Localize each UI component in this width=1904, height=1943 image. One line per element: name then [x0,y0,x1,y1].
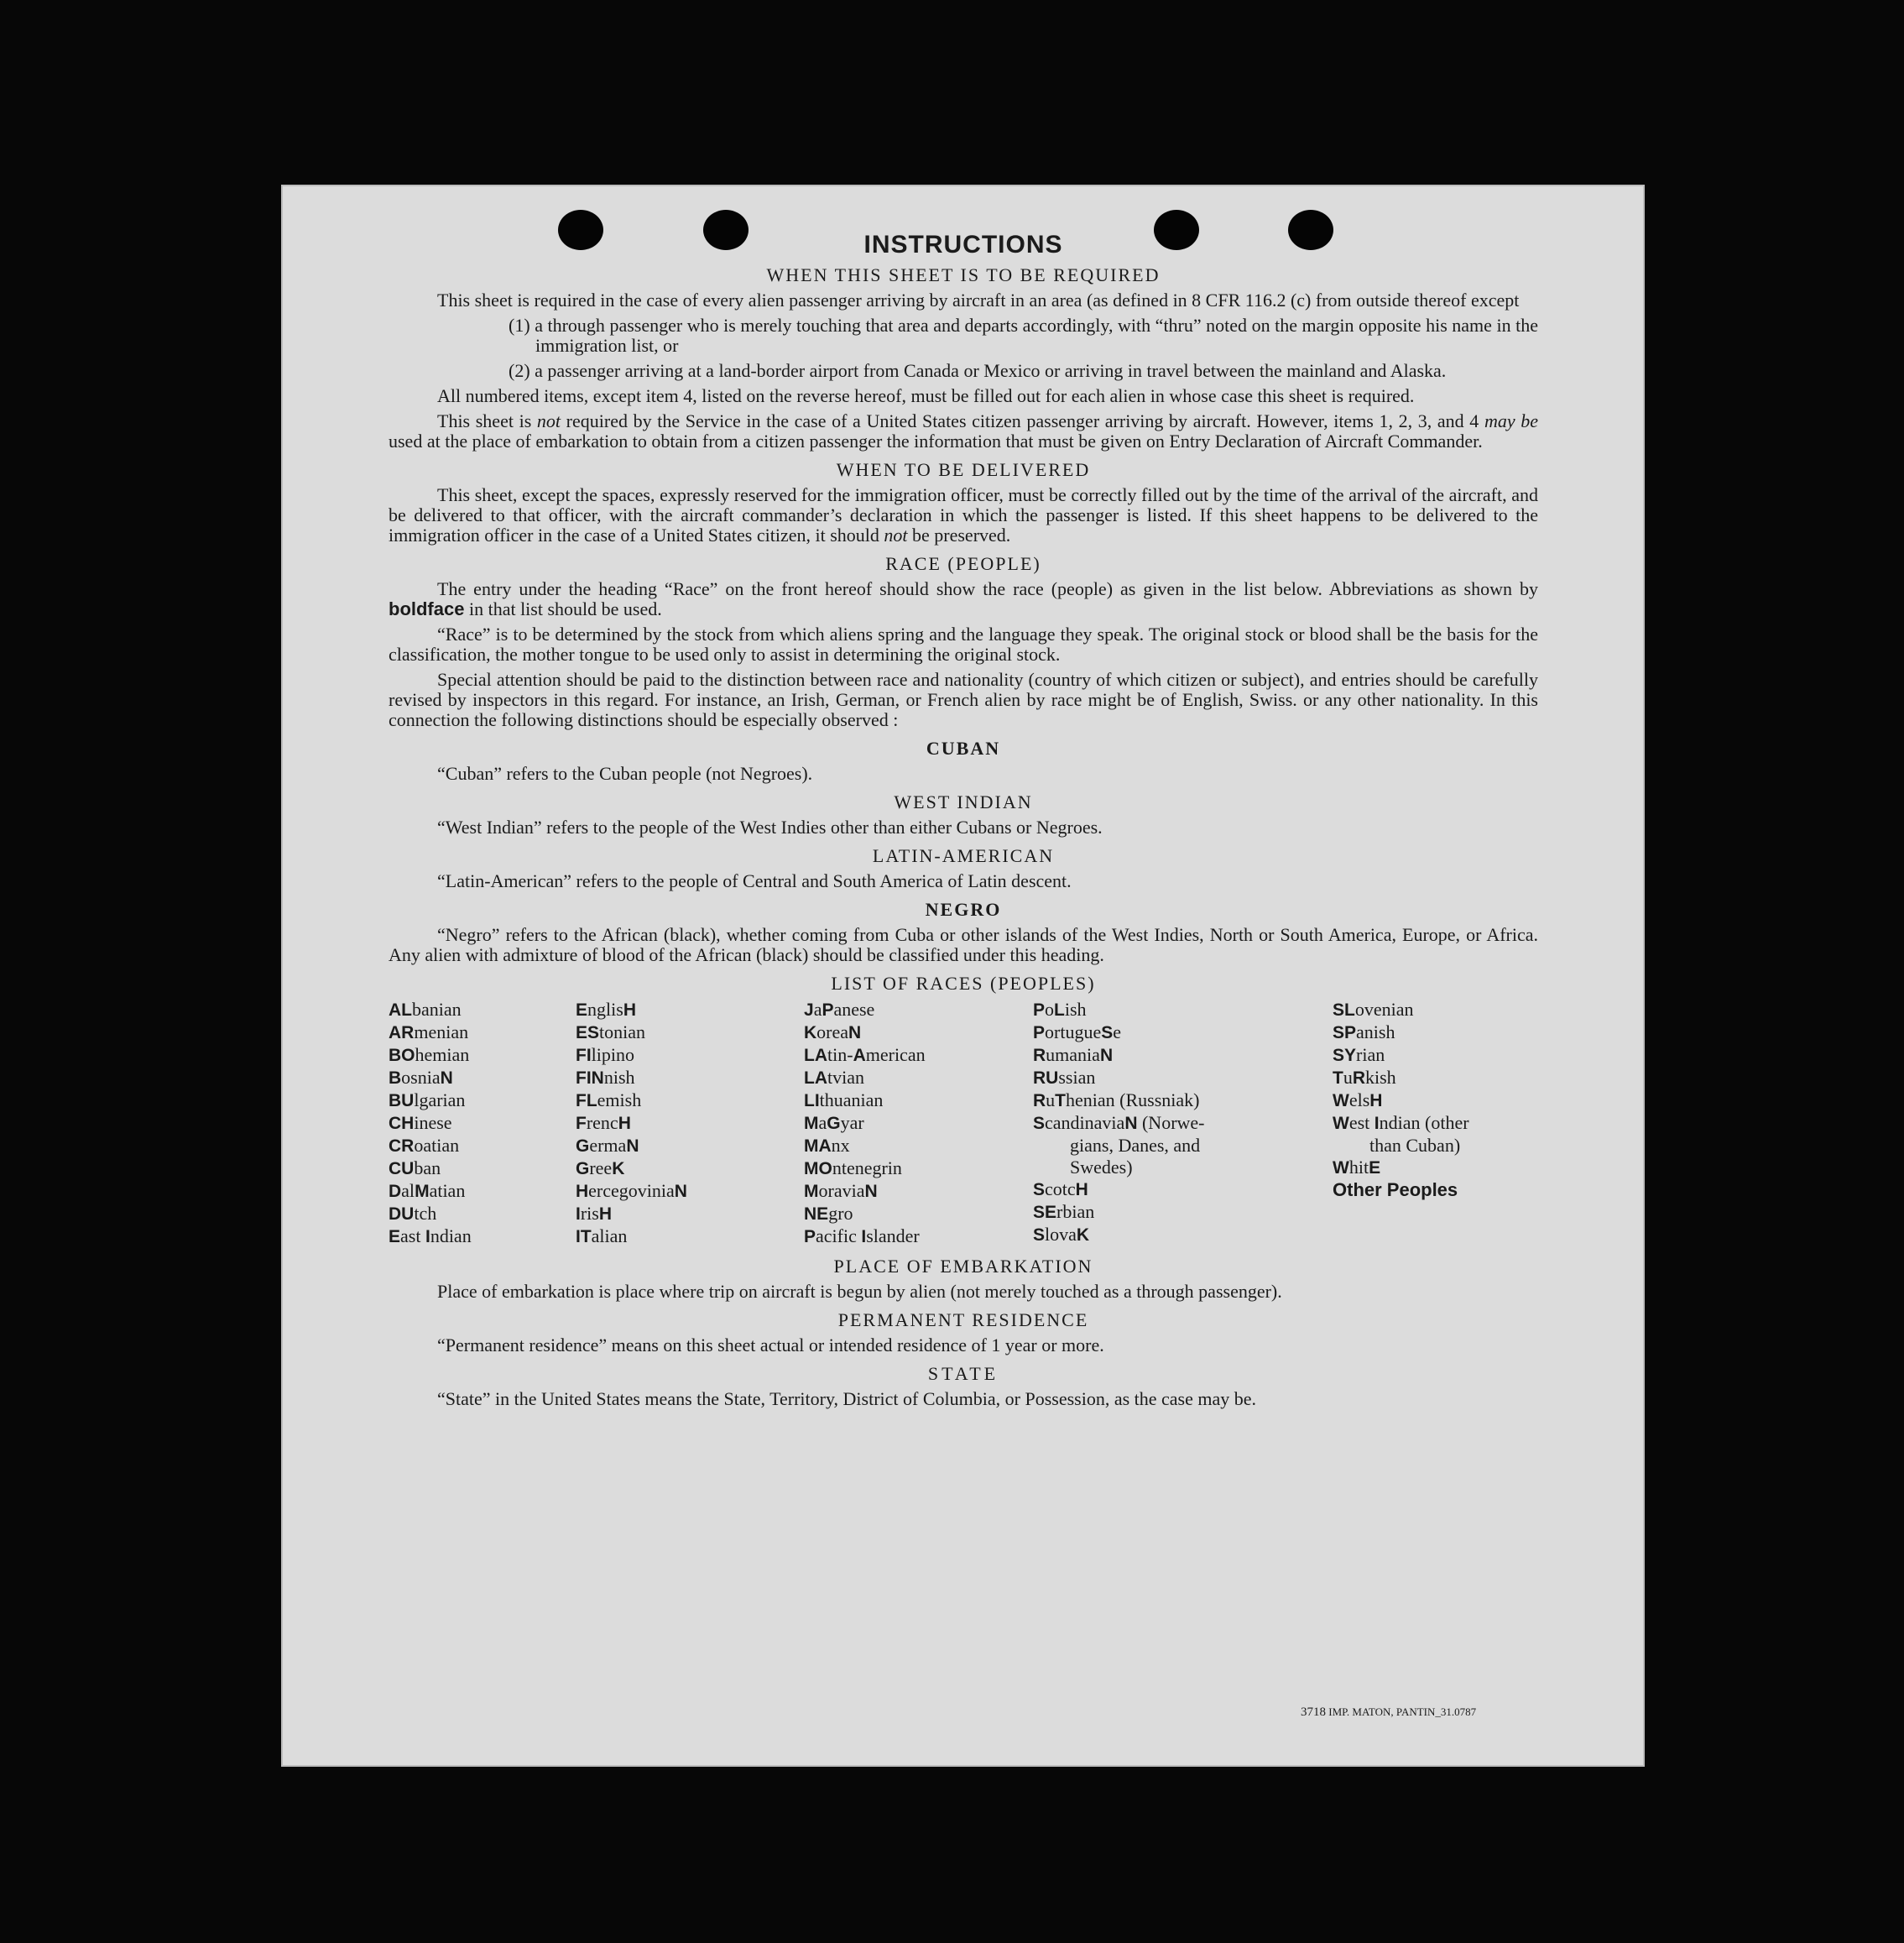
race-entry: GermaN [576,1135,639,1156]
race-entry: BUlgarian [389,1089,466,1110]
paragraph-required: This sheet is required in the case of every alien passenger arriving by aircraft in an area (as defined in 8 CFR 116.2 (c) from outside thereof except [437,290,1520,311]
definition-latin-american: “Latin-American” refers to the people of Central and South America of Latin descent. [437,870,1072,891]
text-run: used at the place of embarkation to obtain from a citizen passenger the information that must be given on Entry Declaration of Aircraft Commander. [389,431,1483,452]
definition-west-indian: “West Indian” refers to the people of the West Indies other than either Cubans or Negroes. [437,817,1103,838]
race-entry: RumaniaN [1033,1044,1114,1065]
section-heading-race: RACE (PEOPLE) [885,553,1041,574]
printer-imprint [1301,1705,1476,1720]
section-heading-delivered: WHEN TO BE DELIVERED [836,459,1091,480]
race-column [389,999,576,1248]
race-entry: KoreaN [804,1021,862,1042]
race-entry: ScotcH [1033,1178,1088,1199]
heading-embarkation: PLACE OF EMBARKATION [833,1256,1093,1277]
race-entry: DalMatian [389,1180,466,1201]
race-entry: SYrian [1333,1044,1385,1065]
paragraph-race-stock: “Race” is to be determined by the stock from which aliens spring and the language they speak. The original stock or blood shall be the basis for the classification, the mother tongue to be used only to assist in determining the original stock. [389,624,1538,665]
race-column [804,999,1033,1248]
race-entry: IrisH [576,1203,613,1224]
heading-residence: PERMANENT RESIDENCE [837,1309,1089,1330]
race-entry: FIlipino [576,1044,635,1065]
paragraph-race-entry [389,579,1538,619]
race-entry: CHinese [389,1112,452,1133]
heading-negro: NEGRO [925,899,1002,920]
race-entry: NEgro [804,1203,853,1224]
race-entry: PoLish [1033,999,1087,1020]
race-entry: MAnx [804,1135,850,1156]
race-entry: CUban [389,1157,441,1178]
text-run: This sheet is [437,410,537,431]
race-entry: BOhemian [389,1044,470,1065]
paragraph-delivered [389,485,1538,546]
heading-west-indian: WEST INDIAN [894,791,1033,812]
heading-cuban: CUBAN [926,738,1001,759]
race-entry: WhitE [1333,1157,1381,1178]
race-entry: SPanish [1333,1021,1395,1042]
section-heading-required: WHEN THIS SHEET IS TO BE REQUIRED [766,264,1161,285]
race-entry: Other Peoples [1333,1179,1458,1200]
instruction-sheet [281,185,1645,1767]
race-entry: CRoatian [389,1135,460,1156]
race-entry: than Cuban) [1369,1135,1461,1156]
race-column [576,999,804,1248]
race-entry: SlovaK [1033,1224,1090,1245]
exception-item-2: (2) a passenger arriving at a land-border airport from Canada or Mexico or arriving in travel between the mainland and Alaska. [509,360,1447,381]
exception-item-1: (1) a through passenger who is merely touching that area and departs accordingly, with “thru” noted on the margin opposite his name in the immigration list, or [509,315,1538,356]
race-entry: HercegoviniaN [576,1180,687,1201]
race-column [1033,999,1333,1248]
text-run: in that list should be used. [464,598,662,619]
race-entry: FrencH [576,1112,631,1133]
text-run: required by the Service in the case of a United States citizen passenger arriving by aircraft. However, items 1, 2, 3, and 4 [561,410,1484,431]
race-entry: West Indian (other [1333,1112,1469,1133]
definition-embarkation: Place of embarkation is place where trip on aircraft is begun by alien (not merely touched as a through passenger). [437,1281,1282,1302]
race-entry: Pacific Islander [804,1225,920,1246]
document-body [389,231,1539,1414]
race-entry: FINnish [576,1067,635,1088]
text-run: The entry under the heading “Race” on the front hereof should show the race (people) as given in the list below. Abbreviations as shown by [437,578,1538,599]
race-column [1333,999,1538,1248]
race-entry: LAtvian [804,1067,864,1088]
emphasis-not: not [536,410,561,431]
race-entry: East Indian [389,1225,472,1246]
text-run: be preserved. [907,525,1011,546]
race-entry: ARmenian [389,1021,469,1042]
race-entry: JaPanese [804,999,875,1020]
paragraph-citizen [389,411,1538,452]
emphasis-not: not [884,525,908,546]
heading-list-of-races: LIST OF RACES (PEOPLES) [831,973,1096,994]
emphasis-may-be: may be [1484,410,1539,431]
paragraph-race-nationality: Special attention should be paid to the distinction between race and nationality (country of which citizen or subject), and entries should be carefully revised by inspectors in this regard. For instance, an Irish, German, or French alien by race might be of English, Swiss. or any other nationality. In this connection the following distinctions should be especially observed : [389,669,1538,730]
race-entry: LIthuanian [804,1089,884,1110]
race-entry: ALbanian [389,999,462,1020]
race-entry: MOntenegrin [804,1157,902,1178]
definition-residence: “Permanent residence” means on this sheet actual or intended residence of 1 year or more. [437,1335,1104,1355]
race-entry: EnglisH [576,999,636,1020]
race-entry: ScandinaviaN (Norwe- [1033,1112,1205,1133]
boldface-word: boldface [389,598,465,619]
definition-cuban: “Cuban” refers to the Cuban people (not Negroes). [437,763,813,784]
race-entry: RUssian [1033,1067,1096,1088]
races-list [389,999,1538,1248]
race-entry: SErbian [1033,1201,1095,1222]
heading-latin-american: LATIN-AMERICAN [872,845,1055,866]
race-entry: MaGyar [804,1112,864,1133]
race-entry: GreeK [576,1157,625,1178]
text-run: This sheet, except the spaces, expressly reserved for the immigration officer, must be correctly filled out by the time of the arrival of the aircraft, and be delivered to that officer, with the aircraft commander’s declaration in which the passenger is listed. If this sheet happens to be delivered to the immigration officer in the case of a United States citizen, it should [389,484,1538,546]
race-entry: ITalian [576,1225,628,1246]
printer-name: IMP. MATON, PANTIN_31.0787 [1328,1705,1477,1718]
race-entry: PortugueSe [1033,1021,1121,1042]
race-entry: TuRkish [1333,1067,1396,1088]
race-entry: SLovenian [1333,999,1414,1020]
race-entry: MoraviaN [804,1180,878,1201]
race-entry: gians, Danes, and [1070,1135,1201,1156]
race-entry: LAtin-American [804,1044,926,1065]
definition-negro: “Negro” refers to the African (black), whether coming from Cuba or other islands of the West Indies, North or South America, Europe, or Africa. Any alien with admixture of blood of the African (black) should be classified under this heading. [389,924,1538,965]
race-entry: Swedes) [1070,1157,1133,1178]
definition-state: “State” in the United States means the State, Territory, District of Columbia, or Possession, as the case may be. [437,1388,1257,1409]
race-entry: BosniaN [389,1067,453,1088]
race-entry: RuThenian (Russniak) [1033,1089,1200,1110]
race-entry: DUtch [389,1203,437,1224]
race-entry: FLemish [576,1089,642,1110]
page-title: INSTRUCTIONS [863,231,1063,259]
form-number: 3718 [1301,1705,1326,1719]
race-entry: WelsH [1333,1089,1383,1110]
race-entry: EStonian [576,1021,646,1042]
paragraph-numbered-items: All numbered items, except item 4, listed on the reverse hereof, must be filled out for each alien in whose case this sheet is required. [437,385,1415,406]
heading-state: STATE [927,1363,999,1384]
